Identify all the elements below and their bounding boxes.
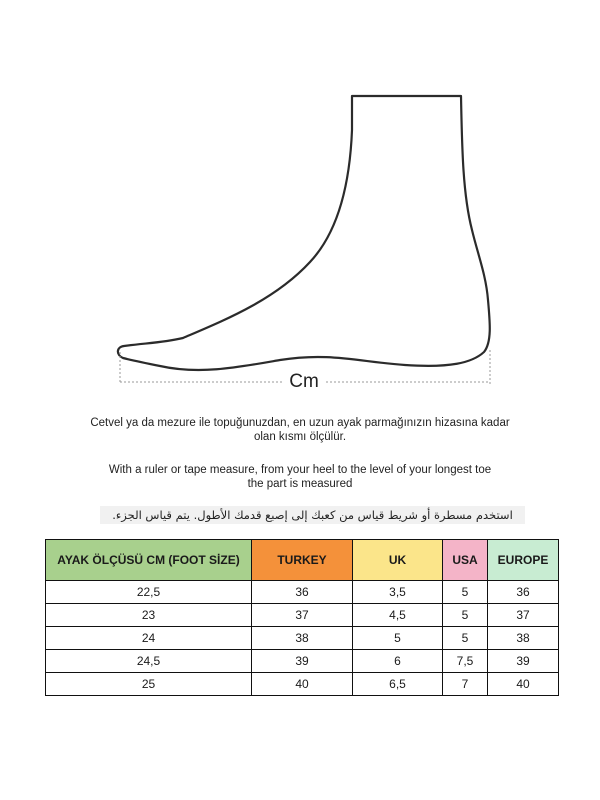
instruction-turkish [60, 416, 540, 444]
header-turkey: TURKEY [252, 540, 353, 581]
cell-usa: 7 [443, 673, 488, 696]
table-row [46, 627, 559, 650]
cell-europe: 36 [488, 581, 559, 604]
cell-turkey: 36 [252, 581, 353, 604]
cell-usa: 5 [443, 581, 488, 604]
cell-turkey: 37 [252, 604, 353, 627]
cell-foot-size: 24 [46, 627, 252, 650]
table-row [46, 604, 559, 627]
table-row [46, 673, 559, 696]
cell-europe: 40 [488, 673, 559, 696]
cell-turkey: 40 [252, 673, 353, 696]
cell-foot-size: 24,5 [46, 650, 252, 673]
cell-uk: 5 [353, 627, 443, 650]
instruction-turkish-line-1: Cetvel ya da mezure ile topuğunuzdan, en uzun ayak parmağınızın hizasına kadar [90, 417, 510, 429]
cell-europe: 38 [488, 627, 559, 650]
cell-foot-size: 25 [46, 673, 252, 696]
cell-usa: 7,5 [443, 650, 488, 673]
cell-turkey: 39 [252, 650, 353, 673]
header-usa: USA [443, 540, 488, 581]
table-row [46, 650, 559, 673]
size-chart-table [45, 539, 559, 696]
cell-turkey: 38 [252, 627, 353, 650]
table-row [46, 581, 559, 604]
instruction-english [60, 463, 540, 491]
cell-uk: 6,5 [353, 673, 443, 696]
foot-outline [118, 96, 490, 370]
instruction-english-line-2: the part is measured [247, 478, 353, 490]
instruction-turkish-line-2: olan kısmı ölçülür. [253, 431, 347, 443]
cell-europe: 37 [488, 604, 559, 627]
instruction-english-line-1: With a ruler or tape measure, from your heel to the level of your longest toe [108, 464, 492, 476]
cell-uk: 6 [353, 650, 443, 673]
cell-foot-size: 22,5 [46, 581, 252, 604]
header-uk: UK [353, 540, 443, 581]
measure-label: Cm [282, 372, 326, 392]
cell-uk: 4,5 [353, 604, 443, 627]
cell-usa: 5 [443, 604, 488, 627]
cell-usa: 5 [443, 627, 488, 650]
table-header-row [46, 540, 559, 581]
header-foot-size: AYAK ÖLÇÜSÜ CM (FOOT SİZE) [46, 540, 252, 581]
cell-uk: 3,5 [353, 581, 443, 604]
cell-europe: 39 [488, 650, 559, 673]
header-europe: EUROPE [488, 540, 559, 581]
cell-foot-size: 23 [46, 604, 252, 627]
instruction-arabic: استخدم مسطرة أو شريط قياس من كعبك إلى إصبع قدمك الأطول. يتم قياس الجزء. [100, 506, 525, 524]
